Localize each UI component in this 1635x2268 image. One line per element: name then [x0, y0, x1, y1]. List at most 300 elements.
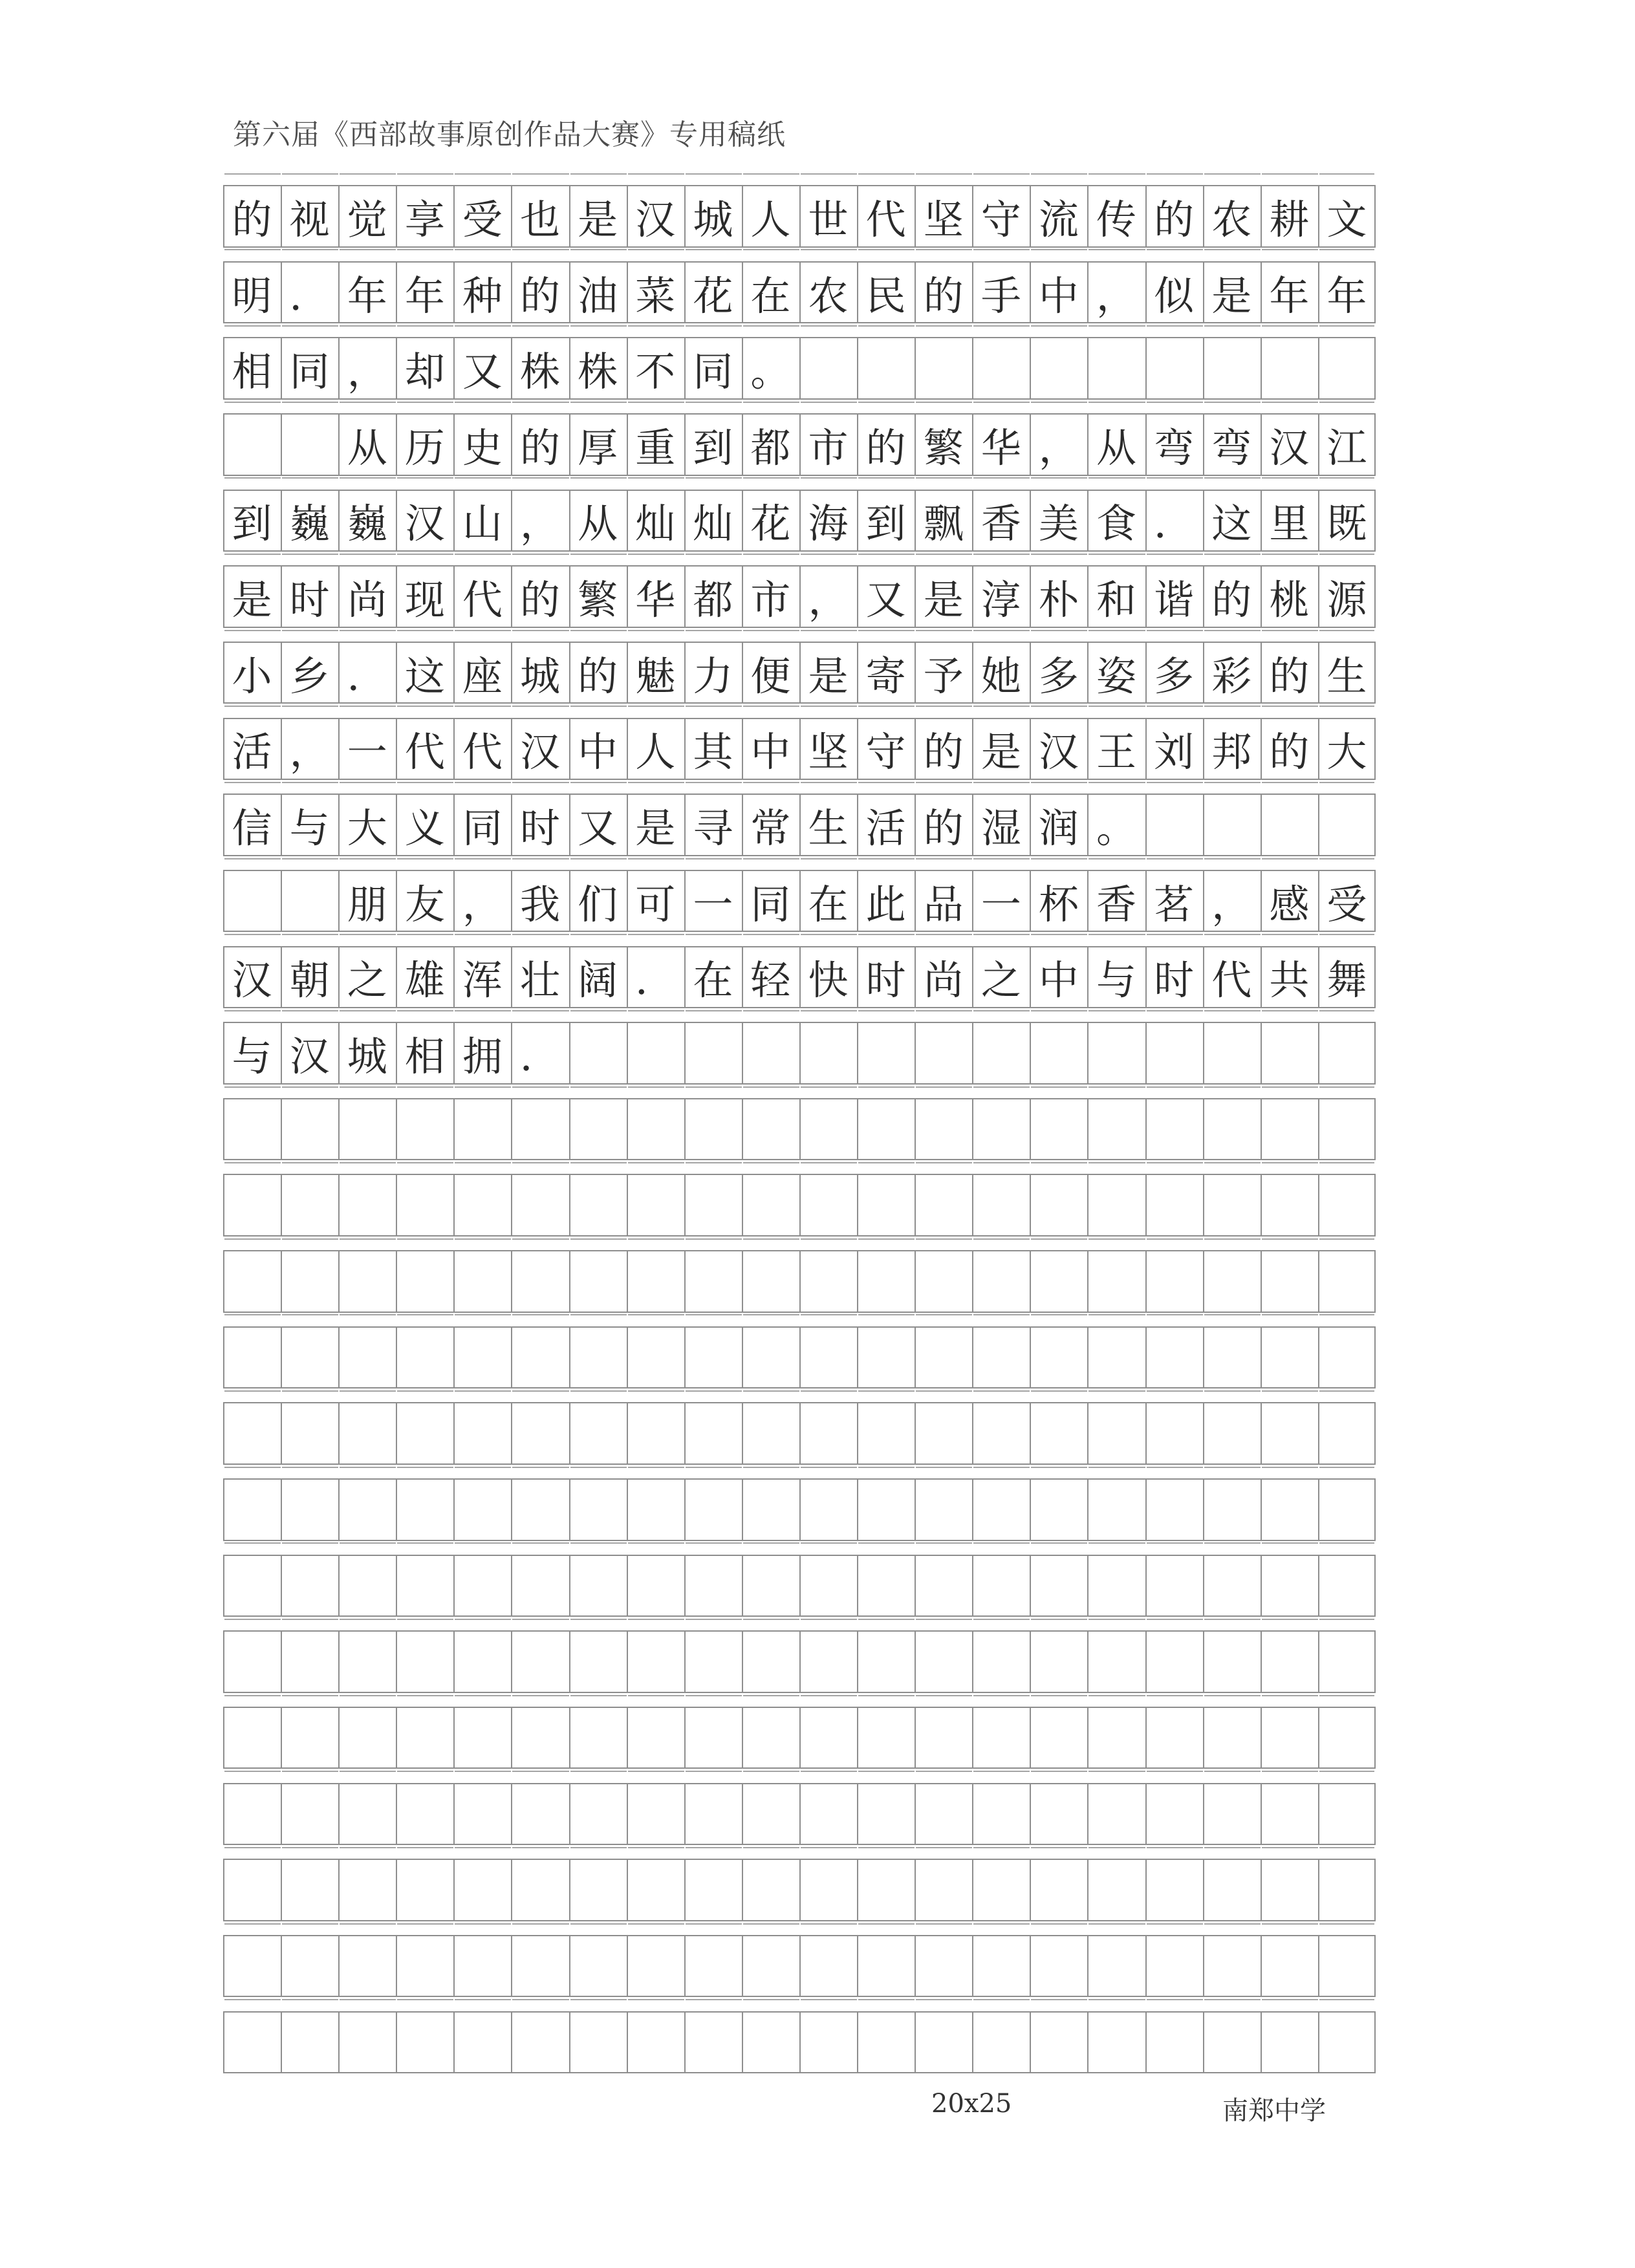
grid-cell [857, 1237, 915, 1313]
grid-cell [742, 476, 799, 552]
grid-cell [915, 1237, 972, 1313]
handwritten-char: 觉 [347, 195, 387, 243]
grid-cell [799, 780, 857, 856]
grid-cell [742, 932, 799, 1008]
grid-cell [338, 1845, 396, 1921]
grid-cell [972, 1997, 1030, 2073]
handwritten-char: 到 [865, 500, 906, 548]
grid-cell [1203, 1617, 1261, 1693]
grid-cell [1145, 628, 1203, 704]
grid-cell [742, 1160, 799, 1237]
grid-cell [569, 704, 627, 780]
grid-cell [627, 1313, 684, 1389]
grid-cell [396, 780, 453, 856]
grid-cell [1318, 400, 1376, 476]
handwritten-char: 大 [347, 805, 387, 852]
grid-cell [1203, 400, 1261, 476]
grid-cell [1145, 1997, 1203, 2073]
handwritten-char: 人 [750, 195, 791, 243]
grid-cell [627, 1845, 684, 1921]
grid-cell [396, 1313, 453, 1389]
grid-cell [915, 932, 972, 1008]
handwritten-char: 魅 [635, 652, 676, 700]
grid-cell [972, 248, 1030, 324]
grid-cell [972, 1921, 1030, 1998]
grid-cell [453, 1541, 511, 1617]
grid-cell [742, 856, 799, 933]
grid-cell [1318, 1008, 1376, 1085]
grid-cell [684, 1160, 742, 1237]
grid-cell [1145, 1693, 1203, 1769]
grid-cell [857, 628, 915, 704]
grid-cell [569, 932, 627, 1008]
handwritten-char: 同 [289, 348, 330, 396]
grid-cell [799, 932, 857, 1008]
grid-cell [223, 1388, 281, 1465]
grid-cell [627, 1160, 684, 1237]
grid-cell [338, 1769, 396, 1845]
grid-cell [453, 628, 511, 704]
grid-cell [453, 1388, 511, 1465]
grid-cell [281, 400, 338, 476]
grid-cell [1145, 704, 1203, 780]
handwritten-char: 是 [923, 576, 964, 624]
grid-cell [1261, 1997, 1318, 2073]
grid-cell [684, 476, 742, 552]
handwritten-char: 尚 [347, 576, 387, 624]
handwritten-char: ． [520, 1032, 561, 1080]
handwritten-char: 寻 [693, 805, 733, 852]
grid-cell [1261, 1617, 1318, 1693]
grid-cell [915, 1845, 972, 1921]
grid-cell [281, 1693, 338, 1769]
handwritten-char: 可 [635, 880, 676, 928]
handwritten-char: 农 [1211, 195, 1252, 243]
handwritten-char: ， [289, 728, 330, 776]
grid-cell [857, 1085, 915, 1161]
grid-cell [569, 1921, 627, 1998]
grid-cell [627, 1541, 684, 1617]
grid-cell [511, 1465, 568, 1541]
handwritten-char: 的 [923, 805, 964, 852]
grid-cell [684, 856, 742, 933]
handwritten-char [1087, 337, 1145, 399]
grid-cell [915, 552, 972, 628]
handwritten-char: 飘 [923, 500, 964, 548]
grid-cell [223, 1617, 281, 1693]
grid-cell [396, 552, 453, 628]
handwritten-char: 市 [808, 424, 849, 471]
handwritten-char: 的 [520, 272, 561, 319]
handwritten-char: 的 [923, 272, 964, 319]
handwritten-char: 的 [923, 728, 964, 776]
grid-cell [857, 400, 915, 476]
handwritten-char [223, 413, 281, 475]
handwritten-char: 里 [1269, 500, 1310, 548]
grid-cell [742, 1388, 799, 1465]
handwritten-char: 小 [232, 652, 272, 700]
handwritten-char [1318, 1022, 1376, 1084]
handwritten-char: 润 [1038, 805, 1079, 852]
handwritten-char: 年 [1326, 272, 1367, 319]
handwritten-char [742, 1022, 799, 1084]
grid-cell [569, 476, 627, 552]
handwritten-char: 传 [1096, 195, 1137, 243]
grid-cell [511, 780, 568, 856]
handwritten-char: 香 [980, 500, 1021, 548]
grid-cell [799, 1160, 857, 1237]
grid-cell [857, 1160, 915, 1237]
grid-cell [742, 1997, 799, 2073]
grid-cell [281, 248, 338, 324]
handwritten-char: 的 [1269, 728, 1310, 776]
grid-cell [1030, 1769, 1087, 1845]
grid-cell [453, 323, 511, 400]
grid-cell [799, 1237, 857, 1313]
grid-cell [1261, 704, 1318, 780]
grid-cell [1030, 1693, 1087, 1769]
handwritten-char: ． [1154, 500, 1195, 548]
grid-cell [511, 400, 568, 476]
grid-cell [453, 1769, 511, 1845]
grid-cell [1318, 1313, 1376, 1389]
grid-cell [1030, 704, 1087, 780]
grid-cell [396, 171, 453, 248]
grid-cell [684, 1921, 742, 1998]
handwritten-char: 这 [1211, 500, 1252, 548]
grid-cell [223, 1085, 281, 1161]
grid-cell [1203, 780, 1261, 856]
grid-cell [972, 476, 1030, 552]
grid-cell [281, 1921, 338, 1998]
grid-cell [742, 1845, 799, 1921]
grid-cell [511, 1541, 568, 1617]
handwritten-char: 湿 [980, 805, 1021, 852]
grid-cell [742, 1541, 799, 1617]
grid-cell [627, 1237, 684, 1313]
handwritten-char [281, 870, 338, 932]
grid-cell [396, 1388, 453, 1465]
grid-cell [569, 856, 627, 933]
grid-cell [396, 1085, 453, 1161]
grid-cell [1261, 476, 1318, 552]
grid-cell [1145, 476, 1203, 552]
handwritten-char: 油 [578, 272, 618, 319]
grid-cell [338, 1693, 396, 1769]
handwritten-char: 共 [1269, 956, 1310, 1004]
grid-cell [627, 248, 684, 324]
handwritten-char: 是 [1211, 272, 1252, 319]
grid-cell [915, 780, 972, 856]
handwritten-char: 的 [520, 576, 561, 624]
grid-cell [972, 704, 1030, 780]
grid-cell [511, 323, 568, 400]
grid-cell [1261, 323, 1318, 400]
grid-cell [1318, 1237, 1376, 1313]
grid-cell [1318, 1541, 1376, 1617]
grid-cell [1087, 1237, 1145, 1313]
handwritten-char: 桃 [1269, 576, 1310, 624]
handwritten-char: 中 [578, 728, 618, 776]
handwritten-char: ， [808, 576, 849, 624]
grid-cell [915, 476, 972, 552]
handwritten-char: 相 [232, 348, 272, 396]
grid-cell [569, 1085, 627, 1161]
grid-cell [1030, 1160, 1087, 1237]
grid-size-label: 20x25 [931, 2089, 1012, 2119]
grid-cell [1261, 552, 1318, 628]
grid-cell [627, 628, 684, 704]
grid-cell [569, 1997, 627, 2073]
grid-cell [684, 1465, 742, 1541]
grid-cell [1087, 171, 1145, 248]
grid-cell [1261, 1388, 1318, 1465]
grid-cell [1087, 1388, 1145, 1465]
grid-cell [1261, 1541, 1318, 1617]
handwritten-char: 一 [980, 880, 1021, 928]
grid-cell [915, 171, 972, 248]
handwritten-char: 乡 [289, 652, 330, 700]
grid-cell [1087, 1997, 1145, 2073]
grid-cell [511, 1008, 568, 1085]
grid-cell [281, 932, 338, 1008]
grid-cell [1203, 323, 1261, 400]
grid-cell [915, 1997, 972, 2073]
grid-cell [1261, 856, 1318, 933]
grid-cell [857, 1313, 915, 1389]
handwritten-char: 视 [289, 195, 330, 243]
grid-cell [569, 552, 627, 628]
grid-cell [1030, 171, 1087, 248]
handwritten-char: ， [1096, 272, 1137, 319]
grid-cell [453, 1313, 511, 1389]
grid-cell [799, 1313, 857, 1389]
grid-cell [1145, 1388, 1203, 1465]
grid-cell [338, 1008, 396, 1085]
grid-cell [857, 1388, 915, 1465]
grid-cell [453, 704, 511, 780]
grid-cell [799, 1921, 857, 1998]
grid-cell [972, 780, 1030, 856]
grid-cell [972, 628, 1030, 704]
handwritten-char: 耕 [1269, 195, 1310, 243]
grid-cell [1087, 1541, 1145, 1617]
grid-cell [511, 1313, 568, 1389]
handwritten-char [1261, 337, 1318, 399]
grid-cell [1145, 780, 1203, 856]
handwritten-char: 从 [1096, 424, 1137, 471]
grid-cell [1203, 552, 1261, 628]
grid-cell [281, 1541, 338, 1617]
grid-cell [972, 1465, 1030, 1541]
grid-cell [742, 704, 799, 780]
grid-cell [396, 323, 453, 400]
grid-cell [684, 1237, 742, 1313]
grid-cell [453, 1160, 511, 1237]
handwritten-char: 代 [1211, 956, 1252, 1004]
grid-cell [1087, 1921, 1145, 1998]
grid-cell [338, 323, 396, 400]
handwritten-char: 一 [693, 880, 733, 928]
grid-cell [627, 932, 684, 1008]
grid-cell [1145, 1313, 1203, 1389]
grid-cell [338, 932, 396, 1008]
handwritten-char: 灿 [635, 500, 676, 548]
grid-cell [1087, 400, 1145, 476]
handwritten-char: 生 [1326, 652, 1367, 700]
grid-cell [569, 628, 627, 704]
grid-cell [1261, 400, 1318, 476]
handwritten-char: 弯 [1211, 424, 1252, 471]
grid-cell [799, 1541, 857, 1617]
handwritten-char: 繁 [923, 424, 964, 471]
grid-cell [627, 171, 684, 248]
handwritten-char: 的 [578, 652, 618, 700]
handwritten-char: 同 [462, 805, 503, 852]
grid-cell [1203, 1388, 1261, 1465]
grid-cell [857, 552, 915, 628]
grid-cell [972, 323, 1030, 400]
grid-cell [627, 1617, 684, 1693]
handwritten-char: 现 [404, 576, 445, 624]
grid-cell [281, 323, 338, 400]
grid-cell [1203, 1465, 1261, 1541]
handwritten-char: 享 [404, 195, 445, 243]
handwritten-char: 种 [462, 272, 503, 319]
grid-cell [223, 1693, 281, 1769]
grid-cell [1261, 1313, 1318, 1389]
grid-cell [453, 780, 511, 856]
grid-cell [453, 1008, 511, 1085]
grid-cell [338, 1313, 396, 1389]
handwritten-char: 美 [1038, 500, 1079, 548]
grid-cell [915, 1541, 972, 1617]
grid-cell [223, 1465, 281, 1541]
grid-cell [1203, 1313, 1261, 1389]
grid-cell [396, 1845, 453, 1921]
grid-cell [396, 1693, 453, 1769]
grid-cell [1145, 400, 1203, 476]
school-name: 南郑中学 [1222, 2096, 1326, 2126]
grid-cell [1030, 248, 1087, 324]
grid-cell [799, 1388, 857, 1465]
grid-cell [1318, 780, 1376, 856]
grid-cell [742, 1465, 799, 1541]
grid-cell [742, 171, 799, 248]
grid-cell [338, 1465, 396, 1541]
grid-cell [1145, 1541, 1203, 1617]
grid-cell [915, 1085, 972, 1161]
grid-cell [453, 1617, 511, 1693]
handwritten-char: 华 [980, 424, 1021, 471]
grid-cell [857, 1541, 915, 1617]
grid-cell [453, 1237, 511, 1313]
grid-cell [1030, 1085, 1087, 1161]
handwritten-char: ． [347, 652, 387, 700]
grid-cell [396, 1617, 453, 1693]
grid-cell [511, 1085, 568, 1161]
grid-cell [1318, 248, 1376, 324]
grid-cell [511, 1160, 568, 1237]
grid-cell [453, 1693, 511, 1769]
grid-cell [281, 856, 338, 933]
handwritten-char: 一 [347, 728, 387, 776]
grid-cell [1261, 1237, 1318, 1313]
grid-cell [1318, 628, 1376, 704]
grid-cell [915, 1388, 972, 1465]
grid-cell [1030, 780, 1087, 856]
grid-cell [1261, 1008, 1318, 1085]
paper-header-title: 第六届《西部故事原创作品大赛》专用稿纸 [233, 118, 786, 151]
grid-cell [511, 1617, 568, 1693]
grid-cell [1203, 856, 1261, 933]
grid-cell [1145, 856, 1203, 933]
grid-cell [684, 1085, 742, 1161]
grid-cell [1030, 552, 1087, 628]
grid-cell [569, 248, 627, 324]
grid-cell [338, 1388, 396, 1465]
grid-cell [281, 1845, 338, 1921]
grid-cell [684, 552, 742, 628]
grid-cell [915, 248, 972, 324]
grid-cell [915, 628, 972, 704]
grid-cell [281, 1617, 338, 1693]
grid-cell [1145, 1465, 1203, 1541]
grid-cell [1030, 628, 1087, 704]
handwritten-char [569, 1022, 627, 1084]
grid-cell [742, 248, 799, 324]
handwritten-char: 彩 [1211, 652, 1252, 700]
grid-cell [281, 1160, 338, 1237]
grid-cell [915, 1693, 972, 1769]
handwritten-char: 民 [865, 272, 906, 319]
grid-cell [396, 476, 453, 552]
handwritten-char: 义 [404, 805, 445, 852]
grid-cell [223, 1160, 281, 1237]
grid-cell [1145, 1845, 1203, 1921]
grid-cell [684, 1617, 742, 1693]
grid-cell [742, 552, 799, 628]
grid-cell [1261, 171, 1318, 248]
grid-cell [799, 1008, 857, 1085]
grid-cell [223, 1008, 281, 1085]
handwritten-char: 的 [1269, 652, 1310, 700]
grid-cell [223, 856, 281, 933]
handwritten-char: 城 [520, 652, 561, 700]
handwritten-char: 。 [1096, 805, 1137, 852]
grid-cell [281, 1085, 338, 1161]
grid-cell [627, 1388, 684, 1465]
handwritten-char: 同 [750, 880, 791, 928]
grid-cell [281, 780, 338, 856]
grid-cell [972, 171, 1030, 248]
grid-cell [742, 628, 799, 704]
grid-cell [396, 704, 453, 780]
grid-cell [799, 476, 857, 552]
grid-cell [799, 323, 857, 400]
grid-cell [511, 248, 568, 324]
grid-cell [223, 323, 281, 400]
grid-cell [742, 1085, 799, 1161]
grid-cell [627, 400, 684, 476]
handwritten-char: 文 [1326, 195, 1367, 243]
grid-cell [1087, 476, 1145, 552]
handwritten-char [857, 337, 915, 399]
grid-cell [1087, 1313, 1145, 1389]
grid-cell [627, 552, 684, 628]
grid-cell [223, 1237, 281, 1313]
grid-cell [396, 248, 453, 324]
